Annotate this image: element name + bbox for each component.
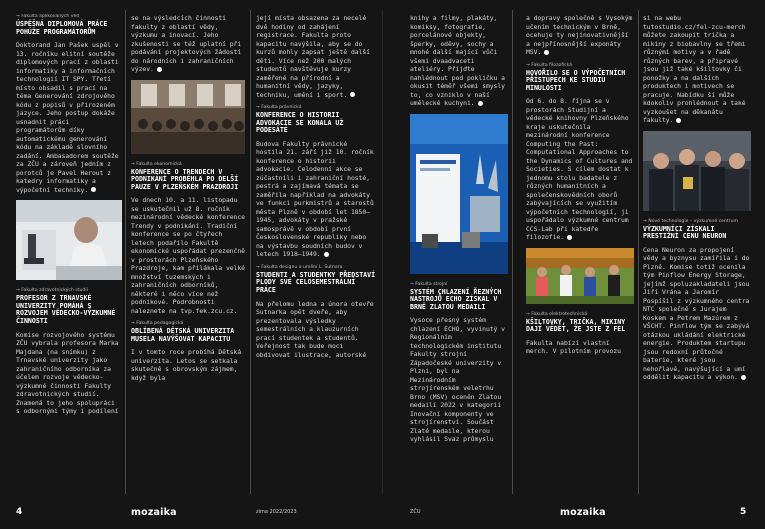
column-divider — [125, 10, 126, 494]
section-tag: → Nové technologie – výzkumné centrum — [643, 218, 738, 224]
column-divider — [250, 10, 251, 494]
article-body: její místa obsazena za necelé dvě hodiny od zahájení registrace. Fakulta proto kapacitu navýšila, aby se do kurzů mohly zapsat ještě další děti. Více než 200 malých studentů navštěvuje kurzy zaměřené na přírodní a humanitní vědy, jazyky, techniku, umění i sport. — [256, 14, 370, 99]
end-dot-icon — [478, 101, 483, 106]
section-tag: → Fakulta strojní — [410, 281, 448, 287]
article-headline: KONFERENCE O TRENDECH V PODNIKÁNÍ PROBĚHLA PO DELŠÍ PAUZE V PLZEŇSKÉM PRAZDROJI — [131, 167, 239, 191]
column-divider — [512, 10, 513, 494]
article-body: Budova Fakulty právnické hostila 21. září již 10. ročník konference o historii advokacie. Celodenní akce se zúčastnili i zahraniční hosté, pestrá a zajímavá témata se zaměřila například na advokáty ve funkci purkmistrů a starostů města Plzně v období let 1850–1945, advokáty v pražské samosprávě v období první Československé republiky nebo na výstavbu soudních budov v letech 1918–1949. — [256, 139, 374, 259]
end-dot-icon — [350, 92, 355, 97]
article-headline: SYSTÉM CHLAZENÍ ŘEZNÝCH NÁSTROJŮ ECHO ZÍSKAL V BRNĚ ZLATOU MEDAILI — [410, 287, 502, 311]
university-label: ZČU — [410, 509, 421, 515]
section-tag: → Fakulta zdravotnických studií — [16, 288, 88, 294]
issue-label: zima 2022/2023 — [256, 509, 297, 515]
article-body: Fakulta nabízí vlastní merch. V pilotním provozu — [526, 338, 621, 356]
photo-conference-hall — [131, 80, 245, 154]
article-body: Na přelomu ledna a února otevře Sutnarka opět dveře, aby prezentovala výsledky semestrálních a klauzurních prací studentek a studentů. Veřejnost tak bude moci obdivovat ilustrace, autorské — [256, 299, 374, 359]
end-dot-icon — [91, 187, 96, 192]
section-tag: → Fakulta ekonomická — [131, 161, 182, 167]
end-dot-icon — [741, 375, 746, 380]
photo-professor-microscope — [16, 200, 122, 280]
end-dot-icon — [544, 50, 549, 55]
column-5 — [526, 14, 634, 490]
column-divider — [638, 10, 639, 494]
column-4 — [410, 14, 508, 490]
page-number-right: 5 — [740, 507, 747, 517]
article-headline: VÝZKUMNÍCI ZÍSKALI PRESTIŽNÍ CENU NEURON — [643, 224, 727, 241]
column-3 — [256, 14, 376, 490]
article-body: Od 6. do 8. října se v prostorách Studijní a vědecké knihovny Plzeňského kraje uskutečnila mezinárodní konference Computing the Past: Computational Approaches to the Dynamics of Cultures and Societies. S cílem dostat k jednomu stolu badatele z různých humanitních a společenskovědních oborů zabývajících se využitím výpočetních technologií, ji uspořádalo výzkumné centrum CCS-Lab při katedře filozofie. — [526, 97, 633, 242]
section-tag: → Fakulta filozofická — [526, 62, 573, 68]
article-headline: KŠILTOVKY, TRIČKA, MIKINY DAJÍ VĚDĚT, ŽE JSTE Z FEL — [526, 317, 626, 334]
column-2 — [131, 14, 245, 490]
article-body: I v tomto roce probíhá Dětská univerzita. Letos se setkala skutečně s obrovským zájmem, když byla — [131, 348, 242, 382]
article-headline: ÚSPĚŠNÁ DIPLOMOVÁ PRÁCE POHÚŽE PROGRAMÁTORŮM — [16, 20, 108, 36]
article-headline: KONFERENCE O HISTORII ADVOKACIE SE KONALA UŽ PODESÁTÉ — [256, 111, 344, 135]
section-tag: → Fakulta designu a umění L. Sutnara — [256, 264, 343, 270]
page-gutter — [382, 10, 383, 494]
photo-students-merch — [526, 248, 634, 304]
article-body: Vysoce přesný systém chlazení ECHO, vyvinutý v Regionálním technologickém institutu Fakulty strojní Západočeské univerzity v Plzni, byl na Mezinárodním strojírenském veletrhu Brno (MSV) oceněn Zlatou medailí 2022 v kategorii Inovační komponenty ve strojírenství. Součást Zlaté medaile, kterou vyhlásil Svaz průmyslu — [410, 316, 505, 444]
section-tag: → Fakulta aplikovaných věd — [16, 14, 80, 19]
article-headline: PROFESOR Z TRNAVSKÉ UNIVERZITY POMÁHÁ S ROZVOJEM VĚDECKO-VÝZKUMNÉ ČINNOSTI — [16, 294, 116, 325]
section-tag: → Fakulta elektrotechnická — [526, 311, 588, 317]
column-1 — [16, 14, 122, 490]
article-headline: HOVOŘILO SE O VÝPOČETNÍCH PŘÍSTUPECH KE STUDIU MINULOSTI — [526, 68, 626, 92]
article-body: a dopravy společně s Vysokým učením technickým v Brně, ocehuje ty nejinovativnější a nejpřínosnější exponáty MSV. — [526, 14, 633, 56]
end-dot-icon — [676, 118, 681, 123]
magazine-logo-left: mozaika — [131, 507, 177, 518]
article-body: Komise rozvojového systému ZČU vybrala profesora Marka Majdana (na snímku) z Trnavské univerzity jako zahraničního odborníka za účelem rozvoje vědecko-výzkumné činnosti Fakulty zdravotnických studií. Znamená to jeho spolupráci s odbornými týmy i podílení — [16, 330, 119, 416]
article-headline: OBLÍBENÁ DĚTSKÁ UNIVERZITA MUSELA NAVÝŠOVAT KAPACITU — [131, 327, 235, 343]
article-body: si na webu tutostudio.cz/fel-zcu-merch můžete zakoupit trička a mikiny z biobavlny se třemi různými motivy a v řadě různých barev, a připravé jsou již také kšiltovky či ponožky a na dalších produktech i motivech se pracuje. Nabídku ší může kdokoliv prohlédnout a také vyzkoušet na děkanátu fakulty. — [643, 14, 746, 124]
column-6 — [643, 14, 751, 490]
article-body: se na výsledcích činnosti fakulty z oblastí vědy, výzkumu a inovací. Jeho zkušenosti se též uplatní při podávání projektových žádostí do národních i zahraničních výzev. — [131, 14, 242, 73]
article-body: Doktorand Jan Pašek uspěl v 13. ročníku elitní soutěže diplomových prací z oblasti informatiky a informačních technologií IT SPY. Třetí místo obsadil s prací na téma Generování zdrojového kódu z popisů v přirozeném jazyce. Jeho postup dokáže usnadnit práci programátorům díky automatickému generování kódu na základě slovního zadání. Ambasadorem soutěže za ZČU a zároveň jedním z porotců je Pavel Herout z katedry informatiky a výpočetní techniky. — [16, 41, 119, 194]
magazine-logo-right: mozaika — [560, 507, 606, 518]
photo-neuron-award-team — [643, 131, 751, 211]
section-tag: → Fakulta pedagogická — [131, 321, 184, 327]
section-tag: → Fakulta právnická — [256, 105, 302, 110]
page-footer — [0, 499, 765, 529]
article-body: Cena Neuron za propojení vědy a byznysu zamířila i do Plzně. Komise totiž ocenila tým Pinflow Energy Storage, jejímž spoluzakladateli jsou Jiří Vrána a Jaromír Pospíšil z výzkumného centra NTC společně s Jurajem Koskem a Petrem Mazúrem z VŠCHT. Pinflow tým se zabývá otázkou ukládání elektrické energie. Produktem startupu jsou redoxní průtočné baterie, které jsou nehořlavé, navýšující a umí oddělit kapacitu a výkon. — [643, 245, 750, 382]
end-dot-icon — [324, 252, 329, 257]
article-headline: STUDENTI A STUDENTKY PŘEDSTAVÍ PLODY SVÉ CELOSEMESTRÁLNÍ PRÁCE — [256, 270, 376, 294]
article-body: Ve dnech 10. a 11. listopadu se uskutečnil už 8. ročník mezinárodní vědecké konference Trendy v podnikání. Tradiční konference se po čtyřech letech podařilo Fakultě ekonomické uspořádat prezenčně v prostorách Plzeňského Prazdroje, kam přilákala velké množství tuzemských i zahraničních odborníků, některé i něco více než podnikové. Podrobnosti naleznete na tvp.fek.zcu.cz. — [131, 196, 245, 315]
photo-echo-award-display — [410, 114, 508, 274]
end-dot-icon — [567, 235, 572, 240]
article-body: knihy a filmy, plakáty, komiksy, fotografie, porcelánové objekty, šperky, oděvy, sochy a mnohé další mající vůči všemi dvaadvaceti ateliéry. Přijďte nahlédnout pod pokličku a okusit téměř všemi smysly to, co vzniklo v naší umělecké kuchyni. — [410, 14, 505, 107]
page-number-left: 4 — [16, 507, 23, 517]
end-dot-icon — [157, 67, 162, 72]
